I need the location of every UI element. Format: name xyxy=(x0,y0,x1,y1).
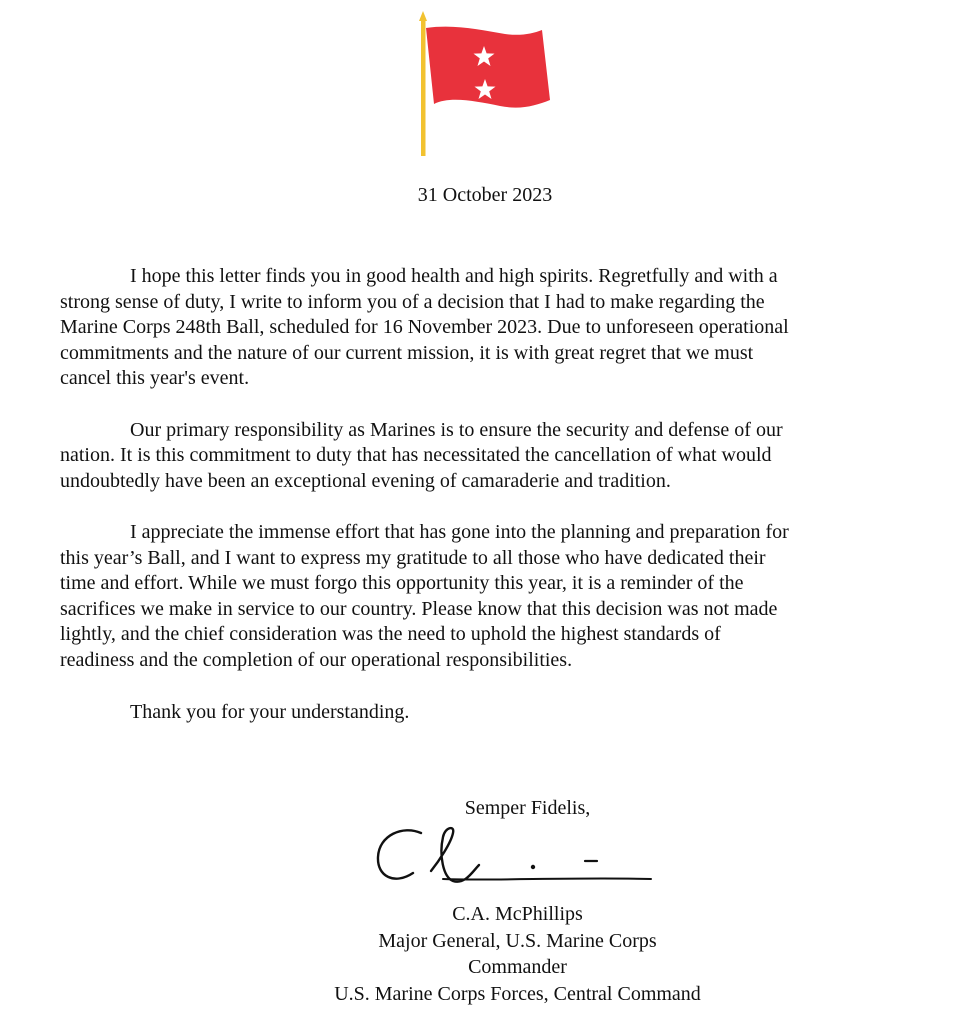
general-officer-flag-icon xyxy=(410,8,560,158)
letter-body xyxy=(60,264,910,725)
paragraph-3: I appreciate the immense effort that has gone into the planning and preparation for this year’s Ball, and I want to express my gratitude to all those who have dedicated their time and effort. While we must forgo this opportunity this year, it is a reminder of the sacrifices we make in service to our country. Please know that this decision was not made lightly, and the chief consideration was the need to uphold the highest standards of readiness and the completion of our operational responsibilities. xyxy=(60,521,789,671)
salutation: Semper Fidelis, xyxy=(464,797,591,819)
paragraph-1: I hope this letter finds you in good health and high spirits. Regretfully and with a strong sense of duty, I write to inform you of a decision that I had to make regarding the Marine Corps 248th Ball, scheduled for 16 November 2023. Due to unforeseen operational commitments and the nature of our current mission, it is with great regret that we must cancel this year's event. xyxy=(60,265,789,389)
signature-block xyxy=(300,795,735,1007)
signer-rank: Major General, U.S. Marine Corps xyxy=(378,929,657,952)
flag-finial xyxy=(419,11,427,21)
handwritten-signature xyxy=(373,821,663,901)
flag-pole xyxy=(421,20,426,156)
letter-date: 31 October 2023 xyxy=(417,184,553,206)
closing-line: Thank you for your understanding. xyxy=(130,701,410,723)
signer-organization: U.S. Marine Corps Forces, Central Command xyxy=(334,982,701,1005)
signer-name: C.A. McPhillips xyxy=(452,903,583,925)
signer-title: Commander xyxy=(468,956,567,978)
paragraph-2: Our primary responsibility as Marines is to ensure the security and defense of our nation. It is this commitment to duty that has necessitated the cancellation of what would undoubtedly have been an exceptional evening of camaraderie and tradition. xyxy=(60,418,783,492)
